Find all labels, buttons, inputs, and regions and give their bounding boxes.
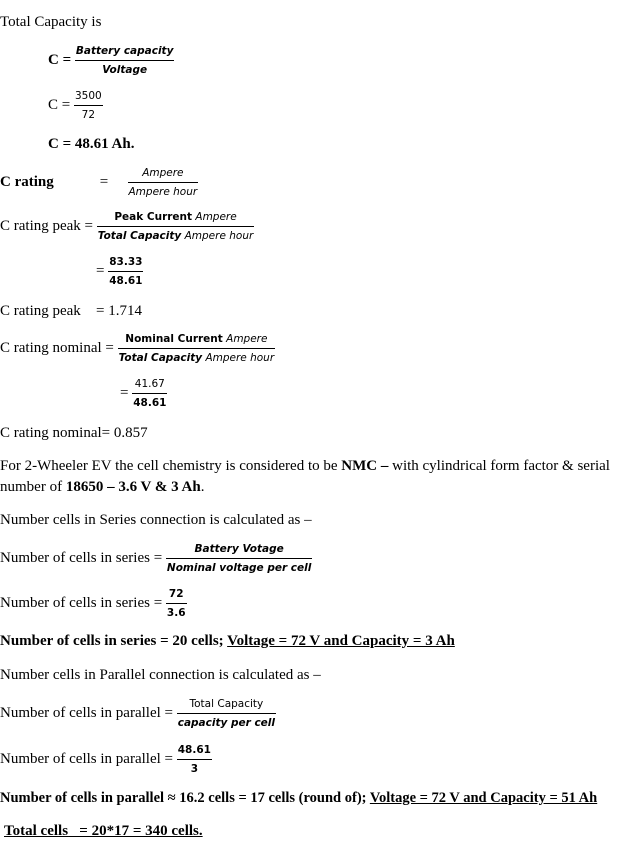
series-result-text: Number of cells in series = 20 cells; — [0, 633, 228, 649]
parallel-calc-numerator: 48.61 — [177, 745, 212, 760]
total-cells-label: Total cells — [4, 823, 69, 839]
chemistry-line-1 — [0, 457, 610, 475]
series-calc-numerator: 72 — [166, 589, 187, 604]
parallel-def — [0, 699, 276, 728]
series-def — [0, 544, 312, 573]
parallel-def-fraction — [177, 699, 276, 728]
c-rating-numerator: Ampere — [128, 168, 199, 183]
c-rating-denominator: Ampere hour — [128, 185, 198, 198]
c-rating-nominal-numerator — [118, 334, 276, 349]
nominal-current-unit: Ampere — [226, 333, 268, 345]
c-rating-peak-result-value: = 1.714 — [96, 303, 142, 319]
series-result-underlined: Voltage = 72 V and Capacity = 3 Ah — [227, 633, 455, 649]
series-def-numerator: Battery Votage — [166, 544, 312, 559]
c-rating-nominal-calc-denominator: 48.61 — [133, 396, 167, 409]
chemistry-line-2-pre: number of — [0, 479, 66, 495]
c-rating-label: C rating — [0, 173, 54, 190]
c-rating-peak-lhs: C rating peak = — [0, 217, 94, 234]
parallel-def-denominator: capacity per cell — [177, 716, 276, 729]
c-rating-peak-calc-numerator: 83.33 — [108, 257, 143, 272]
parallel-result-text: Number of cells in parallel ≈ 16.2 cells = 17 cells (round of); — [0, 790, 370, 806]
parallel-intro: Number cells in Parallel connection is calculated as – — [0, 667, 321, 683]
c-rating-nominal-fraction — [118, 334, 276, 363]
total-capacity-label: Total Capacity — [97, 229, 182, 242]
formula-c-lhs: C = — [48, 51, 72, 68]
series-intro: Number cells in Series connection is calculated as – — [0, 512, 312, 528]
parallel-result — [0, 789, 597, 807]
c-rating-nominal-calc-numerator: 41.67 — [132, 379, 167, 394]
c-rating-fraction — [128, 168, 199, 197]
parallel-calc-fraction — [177, 745, 212, 774]
c-rating-equals: = — [99, 173, 109, 190]
chemistry-line-2-post: . — [200, 479, 205, 495]
parallel-calc-lhs: Number of cells in parallel = — [0, 750, 173, 767]
peak-current-unit: Ampere — [195, 211, 237, 223]
cell-spec: 18650 – 3.6 V & 3 Ah — [65, 479, 201, 495]
series-calc-fraction — [166, 589, 187, 618]
formula-c-numerator: Battery capacity — [75, 46, 175, 61]
c-rating-nominal-result: C rating nominal= 0.857 — [0, 425, 148, 441]
total-cells — [4, 822, 203, 840]
series-def-fraction — [166, 544, 312, 573]
nominal-total-capacity-unit: Ampere hour — [205, 351, 275, 364]
c-rating-peak-result-label: C rating peak — [0, 303, 81, 319]
parallel-calc — [0, 745, 212, 774]
formula-c — [48, 46, 174, 75]
series-calc-lhs: Number of cells in series = — [0, 594, 163, 611]
nominal-total-capacity-label: Total Capacity — [118, 351, 203, 364]
result-c: C = 48.61 Ah. — [48, 136, 135, 152]
total-capacity-unit: Ampere hour — [184, 229, 254, 242]
parallel-result-underlined: Voltage = 72 V and Capacity = 51 Ah — [369, 790, 598, 806]
c-rating-peak-calc-eq: = — [96, 262, 105, 279]
calc-c-numerator: 3500 — [74, 91, 103, 106]
chemistry-line-2 — [0, 478, 204, 496]
chemistry-line-1-post: with cylindrical form factor & serial — [388, 458, 610, 474]
c-rating-peak-calc-denominator: 48.61 — [109, 274, 143, 287]
calc-c-lhs: C = — [48, 96, 71, 113]
chemistry-line-1-pre: For 2-Wheeler EV the cell chemistry is considered to be — [0, 458, 342, 474]
series-result — [0, 632, 455, 650]
c-rating-nominal-def — [0, 334, 275, 363]
c-rating-nominal-denominator — [118, 349, 276, 364]
total-capacity-intro: Total Capacity is — [0, 14, 102, 30]
c-rating-peak-denominator — [97, 227, 255, 242]
parallel-def-lhs: Number of cells in parallel = — [0, 704, 173, 721]
c-rating-peak-fraction — [97, 212, 255, 241]
c-rating-nominal-calc-fraction — [132, 379, 167, 408]
parallel-calc-denominator: 3 — [190, 762, 198, 775]
c-rating-peak-calc — [96, 257, 143, 286]
c-rating-nominal-lhs: C rating nominal = — [0, 339, 114, 356]
series-calc — [0, 589, 187, 618]
calc-c — [48, 91, 103, 120]
c-rating-peak-def — [0, 212, 254, 241]
c-rating-peak-calc-fraction — [108, 257, 143, 286]
calc-c-fraction — [74, 91, 103, 120]
c-rating-def — [0, 168, 198, 197]
c-rating-peak-numerator — [97, 212, 255, 227]
peak-current-label: Peak Current — [114, 211, 193, 223]
c-rating-nominal-calc — [120, 379, 167, 408]
c-rating-nominal-calc-eq: = — [120, 384, 129, 401]
formula-c-denominator: Voltage — [102, 63, 148, 76]
series-calc-denominator: 3.6 — [166, 606, 186, 619]
nominal-current-label: Nominal Current — [125, 333, 223, 345]
series-def-denominator: Nominal voltage per cell — [166, 561, 312, 574]
series-def-lhs: Number of cells in series = — [0, 549, 163, 566]
formula-c-fraction — [75, 46, 175, 75]
c-rating-peak-result — [0, 302, 142, 320]
parallel-def-numerator: Total Capacity — [177, 699, 276, 714]
chemistry-nmc: NMC – — [341, 458, 389, 474]
total-cells-value: = 20*17 = 340 cells. — [68, 823, 203, 839]
calc-c-denominator: 72 — [81, 108, 96, 121]
